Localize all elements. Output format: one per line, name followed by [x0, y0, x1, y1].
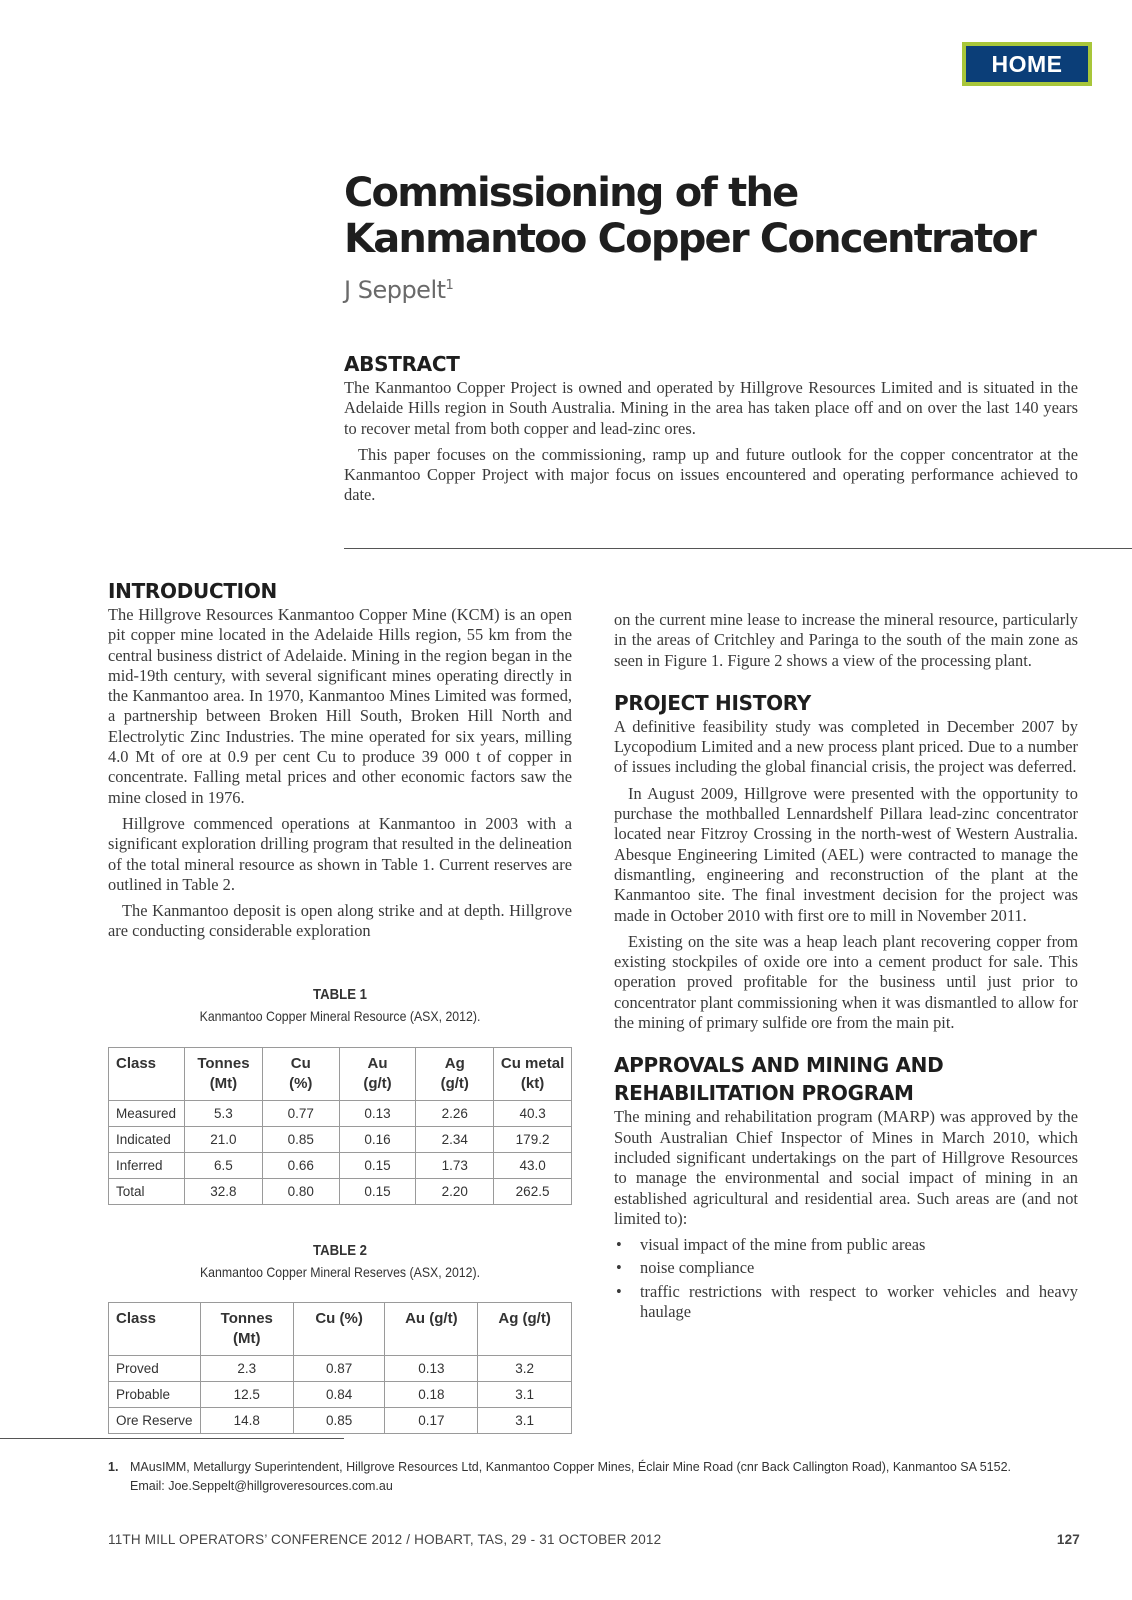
- introduction-paragraph-3-continued: on the current mine lease to increase the mineral resource, particularly in the areas of Critchley and Paringa to the south of the main zone as seen in Figure 1. Figure 2 shows a view of the processing plant.: [614, 610, 1078, 670]
- table-cell: 0.77: [262, 1101, 339, 1127]
- history-paragraph-2: In August 2009, Hillgrove were presented with the opportunity to purchase the mothballed Lennardshelf Pillara lead-zinc concentrator located near Fitzroy Crossing in the north-west of Western Australia. Abesque Engineering Limited (AEL) were contracted to manage the dismantling, engineering and reconstruction of the plant at the Kanmantoo site. The final investment decision for the project was made in October 2010 with first ore to mill in November 2011.: [614, 783, 1078, 925]
- table-cell: 40.3: [494, 1101, 572, 1127]
- table-cell: 0.66: [262, 1153, 339, 1179]
- table-cell: 21.0: [184, 1127, 262, 1153]
- table-row: [109, 1382, 572, 1408]
- table2-caption: [108, 1242, 572, 1280]
- history-paragraph-3: Existing on the site was a heap leach plant recovering copper from existing stockpiles of oxide ore into a cement product for sale. This operation proved profitable for the business until just prior to concentrator plant commissioning when it was dismantled to allow for the mining of primary sulfide ore from the main pit.: [614, 931, 1078, 1033]
- table1-label: TABLE 1: [312, 986, 368, 1003]
- table2-header-class: Class: [109, 1303, 201, 1356]
- table-cell: 0.17: [385, 1408, 478, 1434]
- introduction-heading: INTRODUCTION: [108, 579, 277, 603]
- abstract-section: [344, 350, 1078, 506]
- table-cell: 2.34: [416, 1127, 494, 1153]
- table-cell: 0.85: [293, 1408, 385, 1434]
- table-cell: 14.8: [200, 1408, 293, 1434]
- table-row: [109, 1356, 572, 1382]
- table-cell: 2.20: [416, 1179, 494, 1205]
- table2-header-cu: Cu (%): [293, 1303, 385, 1356]
- author-footnote-ref: 1: [445, 278, 454, 293]
- table1-header-cu: Cu (%): [262, 1048, 339, 1101]
- table1-header-ag: Ag (g/t): [416, 1048, 494, 1101]
- table-row: [109, 1101, 572, 1127]
- table-cell: Probable: [109, 1382, 201, 1408]
- table-cell: 12.5: [200, 1382, 293, 1408]
- approvals-bullet-list: [614, 1235, 1078, 1322]
- list-item: • traffic restrictions with respect to worker vehicles and heavy haulage: [614, 1282, 1078, 1323]
- abstract-divider: [344, 548, 1132, 549]
- table-cell: 43.0: [494, 1153, 572, 1179]
- table-row: [109, 1179, 572, 1205]
- table-cell: 3.2: [478, 1356, 572, 1382]
- table1-header-tonnes: Tonnes (Mt): [184, 1048, 262, 1101]
- paper-title-line1: Commissioning of the: [344, 170, 798, 216]
- table2-header-ag: Ag (g/t): [478, 1303, 572, 1356]
- table1-header-au: Au (g/t): [339, 1048, 416, 1101]
- table2-header-au: Au (g/t): [385, 1303, 478, 1356]
- author-name: J Seppelt: [344, 276, 446, 304]
- project-history-heading: PROJECT HISTORY: [614, 690, 811, 715]
- table1: [108, 1047, 572, 1205]
- paper-title-line2: Kanmantoo Copper Concentrator: [344, 216, 1036, 262]
- left-column: [108, 577, 572, 942]
- abstract-paragraph-1: The Kanmantoo Copper Project is owned and operated by Hillgrove Resources Limited and is situated in the Adelaide Hills region in South Australia. Mining in the area has taken place off and on over the last 140 years to recover metal from both copper and lead-zinc ores.: [344, 378, 1078, 438]
- table-cell: 0.80: [262, 1179, 339, 1205]
- footnote-divider: [0, 1438, 344, 1439]
- list-item: • visual impact of the mine from public areas: [614, 1235, 1078, 1255]
- table2-header-row: [109, 1303, 572, 1356]
- introduction-paragraph-3: The Kanmantoo deposit is open along strike and at depth. Hillgrove are conducting considerable exploration: [108, 901, 572, 941]
- history-paragraph-1: A definitive feasibility study was completed in December 2007 by Lycopodium Limited and a new process plant priced. Due to a number of issues including the global financial crisis, the project was deferred.: [614, 716, 1078, 777]
- table-cell: 179.2: [494, 1127, 572, 1153]
- table1-caption-text: Kanmantoo Copper Mineral Resource (ASX, 2012).: [199, 1008, 481, 1024]
- table-cell: 0.87: [293, 1356, 385, 1382]
- footnote-number: 1.: [108, 1460, 119, 1474]
- table1-header-class: Class: [109, 1048, 185, 1101]
- table-cell: 32.8: [184, 1179, 262, 1205]
- table-cell: 262.5: [494, 1179, 572, 1205]
- table-cell: 0.85: [262, 1127, 339, 1153]
- approvals-heading: [614, 1051, 1078, 1107]
- table-row: [109, 1127, 572, 1153]
- table-cell: 2.3: [200, 1356, 293, 1382]
- home-button[interactable]: HOME: [962, 42, 1092, 86]
- approvals-paragraph-1: The mining and rehabilitation program (MARP) was approved by the South Australian Chief Inspector of Mines in March 2010, which included significant undertakings on the part of Hillgrove Resources to manage the environmental and social impact of mining in an established agricultural and residential area. Such areas are (and not limited to):: [614, 1107, 1078, 1228]
- table2-caption-text: Kanmantoo Copper Mineral Reserves (ASX, 2012).: [199, 1264, 481, 1280]
- approvals-heading-line1: APPROVALS AND MINING AND: [614, 1053, 944, 1078]
- table-cell: 0.18: [385, 1382, 478, 1408]
- table-cell: 3.1: [478, 1408, 572, 1434]
- table1-header-row: [109, 1048, 572, 1101]
- introduction-paragraph-1: The Hillgrove Resources Kanmantoo Copper Mine (KCM) is an open pit copper mine located in the Adelaide Hills region, 55 km from the central business district of Adelaide. Mining in the region began in the mid-19th century, with several significant mines operating directly in the Kanmantoo area. In 1970, Kanmantoo Mines Limited was formed, a partnership between Broken Hill South, Broken Hill North and Electrolytic Zinc Industries. The mine operated for six years, milling 4.0 Mt of ore at 0.9 per cent Cu to produce 39 000 t of copper in concentrate. Falling metal prices and other economic factors saw the mine closed in 1976.: [108, 605, 572, 807]
- table-cell: 0.13: [385, 1356, 478, 1382]
- introduction-paragraph-2: Hillgrove commenced operations at Kanmantoo in 2003 with a significant exploration drilling program that resulted in the delineation of the total mineral resource as shown in Table 1. Current reserves are outlined in Table 2.: [108, 813, 572, 894]
- table-cell: 3.1: [478, 1382, 572, 1408]
- table-cell: 1.73: [416, 1153, 494, 1179]
- footnote-email: Email: Joe.Seppelt@hillgroveresources.com.au: [130, 1479, 393, 1493]
- table-row: [109, 1408, 572, 1434]
- conference-footer: 11TH MILL OPERATORS’ CONFERENCE 2012 / HOBART, TAS, 29 - 31 OCTOBER 2012: [108, 1532, 662, 1547]
- table-cell: Measured: [109, 1101, 185, 1127]
- list-item: • noise compliance: [614, 1258, 1078, 1278]
- footnote: [108, 1458, 1108, 1496]
- table-cell: Proved: [109, 1356, 201, 1382]
- table-cell: 0.15: [339, 1179, 416, 1205]
- table-cell: 2.26: [416, 1101, 494, 1127]
- abstract-paragraph-2: This paper focuses on the commissioning, ramp up and future outlook for the copper concentrator at the Kanmantoo Copper Project with major focus on issues encountered and operating performance achieved to date.: [344, 444, 1078, 505]
- table1-header-cu-metal: Cu metal (kt): [494, 1048, 572, 1101]
- table1-caption: [108, 986, 572, 1024]
- table-cell: Ore Reserve: [109, 1408, 201, 1434]
- page-number: 127: [1056, 1532, 1080, 1547]
- table-cell: 5.3: [184, 1101, 262, 1127]
- table-cell: Inferred: [109, 1153, 185, 1179]
- table-cell: 0.84: [293, 1382, 385, 1408]
- footnote-line1: MAusIMM, Metallurgy Superintendent, Hillgrove Resources Ltd, Kanmantoo Copper Mines, Éclair Mine Road (cnr Back Callington Road), Kanmantoo SA 5152.: [130, 1460, 1011, 1474]
- table2-label: TABLE 2: [312, 1242, 368, 1259]
- table-row: [109, 1153, 572, 1179]
- table2: [108, 1302, 572, 1434]
- paper-author: [344, 276, 453, 304]
- abstract-heading: ABSTRACT: [344, 352, 460, 376]
- table-cell: 0.16: [339, 1127, 416, 1153]
- approvals-heading-line2: REHABILITATION PROGRAM: [614, 1081, 914, 1106]
- right-column: [614, 610, 1078, 1325]
- table-cell: 0.13: [339, 1101, 416, 1127]
- table-cell: Indicated: [109, 1127, 185, 1153]
- paper-title: [344, 170, 1064, 262]
- table-cell: 6.5: [184, 1153, 262, 1179]
- table-cell: Total: [109, 1179, 185, 1205]
- table2-header-tonnes: Tonnes (Mt): [200, 1303, 293, 1356]
- table-cell: 0.15: [339, 1153, 416, 1179]
